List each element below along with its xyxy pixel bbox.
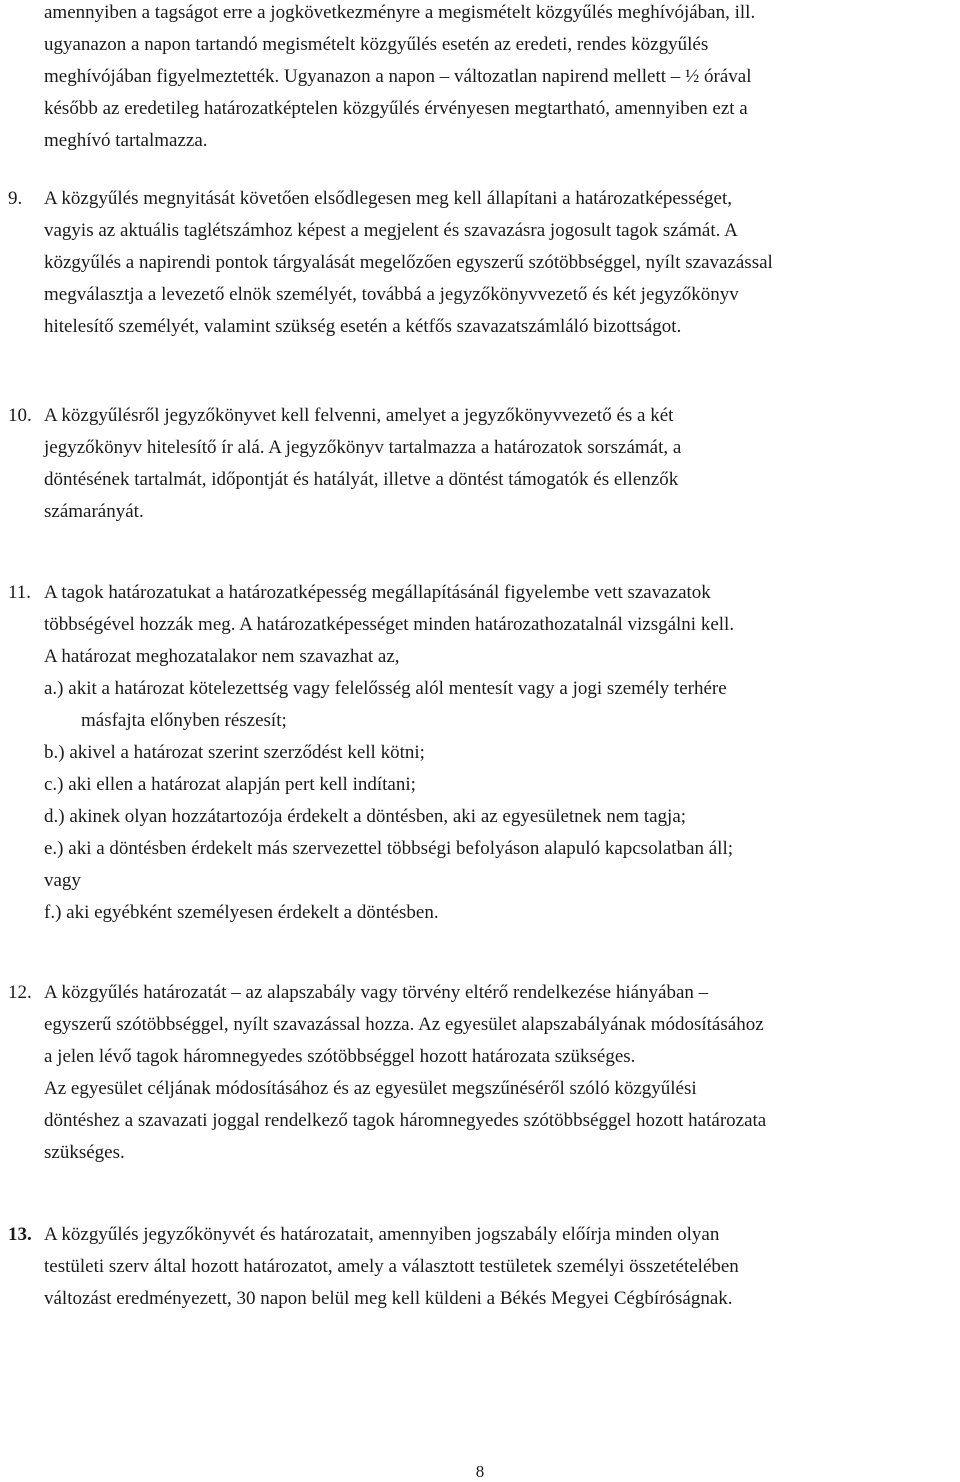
text-line: döntésének tartalmát, időpontját és hatályát, illetve a döntést támogatók és ellenzők (44, 469, 679, 490)
paragraph-number: 9. (8, 188, 23, 209)
text-line: szükséges. (44, 1142, 125, 1163)
paragraph-number: 10. (8, 405, 32, 426)
page-number: 8 (475, 1462, 485, 1481)
paragraph-number: 11. (8, 582, 32, 603)
list-item-a: a.) akit a határozat kötelezettség vagy felelősség alól mentesít vagy a jogi személy terhére (44, 678, 727, 699)
text-line: jegyzőkönyv hitelesítő ír alá. A jegyzőkönyv tartalmazza a határozatok sorszámát, a (44, 437, 682, 458)
text-line: a jelen lévő tagok háromnegyedes szótöbbséggel hozott határozata szükséges. (44, 1046, 636, 1067)
text-line: A közgyűlésről jegyzőkönyvet kell felvenni, amelyet a jegyzőkönyvvezető és a két (44, 405, 674, 426)
text-line: közgyűlés a napirendi pontok tárgyalását megelőzően egyszerű szótöbbséggel, nyílt szavazással (44, 252, 773, 273)
text-line: számarányát. (44, 501, 144, 522)
text-line: változást eredményezett, 30 napon belül meg kell küldeni a Békés Megyei Cégbíróságnak. (44, 1288, 733, 1309)
text-line: A közgyűlés megnyitását követően elsődlegesen meg kell állapítani a határozatképességet, (44, 188, 732, 209)
text-line: többségével hozzák meg. A határozatképességet minden határozathozatalnál vizsgálni kell. (44, 614, 735, 635)
paragraph-number: 12. (8, 982, 32, 1003)
text-line: A közgyűlés jegyzőkönyvét és határozatait, amennyiben jogszabály előírja minden olyan (44, 1224, 720, 1245)
text-line: A határozat meghozatalakor nem szavazhat az, (44, 646, 400, 667)
text-line: döntéshez a szavazati joggal rendelkező tagok háromnegyedes szótöbbséggel hozott határozata (44, 1110, 767, 1131)
text-line: egyszerű szótöbbséggel, nyílt szavazással hozza. Az egyesület alapszabályának módosításához (44, 1014, 764, 1035)
paragraph-number: 13. (8, 1224, 32, 1245)
text-line: testületi szerv által hozott határozatot, amely a választott testületek személyi összetételében (44, 1256, 739, 1277)
text-line: hitelesítő személyét, valamint szükség esetén a kétfős szavazatszámláló bizottságot. (44, 316, 682, 337)
list-item-e-continuation: vagy (44, 870, 81, 891)
text-line: amennyiben a tagságot erre a jogkövetkezményre a megismételt közgyűlés meghívójában, ill. (44, 2, 756, 23)
list-item-a-continuation: másfajta előnyben részesít; (81, 710, 287, 731)
text-line: meghívójában figyelmeztették. Ugyanazon a napon – változatlan napirend mellett – ½ órával (44, 66, 752, 87)
text-line: megválasztja a levezető elnök személyét, továbbá a jegyzőkönyvvezető és két jegyzőkönyv (44, 284, 739, 305)
list-item-d: d.) akinek olyan hozzátartozója érdekelt a döntésben, aki az egyesületnek nem tagja; (44, 806, 687, 827)
text-line: később az eredetileg határozatképtelen közgyűlés érvényesen megtartható, amennyiben ezt a (44, 98, 748, 119)
list-item-c: c.) aki ellen a határozat alapján pert kell indítani; (44, 774, 416, 795)
text-line: Az egyesület céljának módosításához és az egyesület megszűnéséről szóló közgyűlési (44, 1078, 697, 1099)
list-item-b: b.) akivel a határozat szerint szerződést kell kötni; (44, 742, 425, 763)
text-line: meghívó tartalmazza. (44, 130, 208, 151)
list-item-f: f.) aki egyébként személyesen érdekelt a döntésben. (44, 902, 439, 923)
text-line: A tagok határozatukat a határozatképesség megállapításánál figyelembe vett szavazatok (44, 582, 711, 603)
text-line: ugyanazon a napon tartandó megismételt közgyűlés esetén az eredeti, rendes közgyűlés (44, 34, 709, 55)
text-line: vagyis az aktuális taglétszámhoz képest a megjelent és szavazásra jogosult tagok számát. A (44, 220, 738, 241)
text-line: A közgyűlés határozatát – az alapszabály vagy törvény eltérő rendelkezése hiányában – (44, 982, 709, 1003)
list-item-e: e.) aki a döntésben érdekelt más szervezettel többségi befolyáson alapuló kapcsolatban áll; (44, 838, 734, 859)
